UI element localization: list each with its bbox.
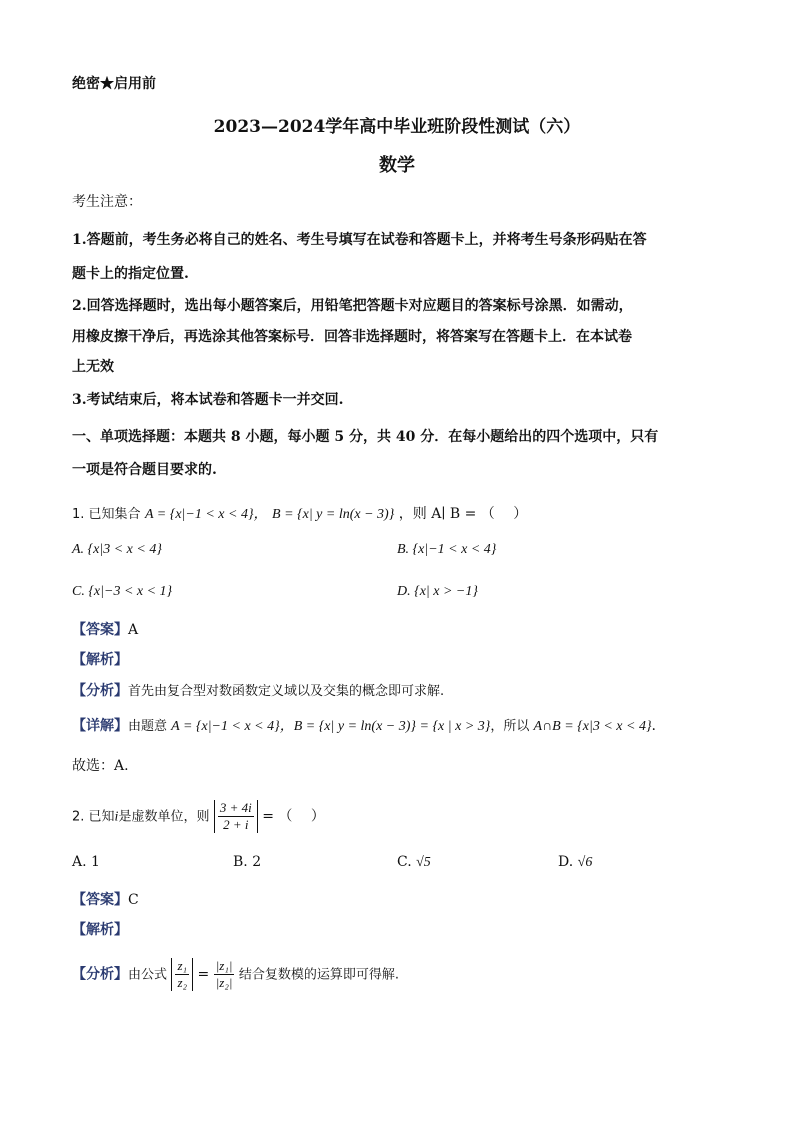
q2-modulus: [214, 800, 258, 833]
q2-answer-value: C: [128, 892, 139, 908]
q1-analysis-label: 【解析】: [72, 652, 128, 668]
q1-detail-label: 【详解】: [72, 718, 128, 734]
exam-title: 2023—2024学年高中毕业班阶段性测试（六）: [213, 117, 581, 137]
q2-formula-left-den: z₂: [177, 975, 188, 990]
q1-option-b: B. {x|−1 < x < 4}: [397, 542, 497, 557]
q1-option-c: C. {x|−3 < x < 1}: [72, 584, 173, 599]
q2-formula-left-num: z₁: [177, 958, 188, 973]
q2-option-c-value: √5: [416, 855, 431, 870]
q2-analysis: [72, 920, 128, 940]
q1-detail-math-2: A∩B = {x|3 < x < 4}: [533, 719, 652, 734]
q1-answer-label: 【答案】: [72, 622, 128, 638]
notice-item-3: 3.考试结束后，将本试卷和答题卡一并交回.: [72, 392, 344, 408]
q2-option-c-label: C.: [397, 854, 412, 870]
q1-analysis: [72, 650, 128, 670]
notice-item-2: 2.回答选择题时，选出每小题答案后，用铅笔把答题卡对应题目的答案标号涂黑．如需动，: [72, 298, 633, 314]
q2-analysis-label: 【解析】: [72, 922, 128, 938]
q2-formula-right-fraction: [214, 958, 235, 991]
q1-option-d: D. {x| x > −1}: [397, 584, 478, 599]
question-1-set-b: B = {x| y = ln(x − 3)}: [272, 507, 395, 522]
q1-detail-text-1: 由题意: [128, 719, 172, 734]
q1-option-a: A. {x|3 < x < 4}: [72, 542, 162, 557]
subject-title: 数学: [379, 155, 415, 176]
q1-detail-end: .: [651, 718, 656, 734]
q2-fenxi: [72, 958, 399, 991]
q1-fenxi-label: 【分析】: [72, 683, 128, 699]
q2-formula-equals: =: [197, 966, 210, 983]
question-2-mid: 是虚数单位，则: [118, 809, 210, 825]
q2-option-d-label: D.: [558, 854, 574, 870]
q1-fenxi: [72, 681, 444, 702]
notice-item-2-cont: 用橡皮擦干净后，再选涂其他答案标号．回答非选择题时，将答案写在答题卡上．在本试卷: [72, 329, 632, 345]
secret-label: 绝密★启用前: [72, 76, 156, 92]
q2-fraction: [218, 800, 254, 833]
section-heading: 一、单项选择题：本题共 8 小题，每小题 5 分，共 40 分．在每小题给出的四个选项中，只有: [72, 429, 659, 445]
q2-formula-right-den: |z₂|: [215, 975, 233, 990]
q2-fenxi-text-1: 由公式: [128, 967, 168, 983]
notice-item-2-end: 上无效: [72, 359, 114, 375]
notice-item-1-cont: 题卡上的指定位置.: [72, 266, 189, 282]
q2-option-d-value: √6: [577, 855, 593, 870]
q2-formula-left-fraction: [175, 958, 189, 991]
q2-option-a: A. 1: [72, 854, 100, 870]
q1-detail-text-2: ，所以: [490, 719, 534, 734]
question-1-set-a: A = {x|−1 < x < 4}，: [145, 507, 268, 522]
q1-detail-math-1: A = {x|−1 < x < 4}，B = {x| y = ln(x − 3)} = {x | x > 3}: [171, 719, 491, 734]
q2-fenxi-text-2: 结合复数模的运算即可得解.: [238, 967, 400, 983]
q1-answer-value: A: [128, 622, 139, 638]
question-2-suffix: = （ ）: [262, 808, 325, 825]
notice-heading: 考生注意：: [72, 194, 142, 210]
q1-answer: [72, 620, 138, 640]
q2-answer: [72, 890, 139, 910]
q2-formula-right-num: |z₁|: [215, 958, 233, 973]
q2-fraction-denominator: 2 + i: [223, 817, 249, 832]
q2-option-b: B. 2: [233, 854, 262, 870]
q1-conclusion: 故选：A.: [72, 758, 129, 774]
question-2-imag-unit: i: [114, 809, 119, 825]
q2-answer-label: 【答案】: [72, 892, 128, 908]
q2-fraction-numerator: 3 + 4i: [219, 800, 252, 815]
q1-detail: [72, 716, 656, 737]
q2-fenxi-label: 【分析】: [72, 966, 128, 983]
question-1-prefix: 1. 已知集合: [72, 507, 141, 522]
notice-item-1: 1.答题前，考生务必将自己的姓名、考生号填写在试卷和答题卡上，并将考生号条形码贴在答: [72, 232, 647, 248]
section-heading-cont: 一项是符合题目要求的.: [72, 462, 217, 478]
q1-fenxi-text: 首先由复合型对数函数定义域以及交集的概念即可求解.: [128, 684, 445, 699]
question-2-prefix: 2. 已知: [72, 809, 115, 825]
q2-option-d: [558, 852, 592, 873]
question-1-suffix: ，则 A∣ B = （ ）: [398, 506, 528, 522]
question-2: [72, 800, 325, 833]
q2-formula-left: [171, 958, 193, 991]
question-1: [72, 504, 527, 525]
q2-option-c: [397, 852, 431, 873]
